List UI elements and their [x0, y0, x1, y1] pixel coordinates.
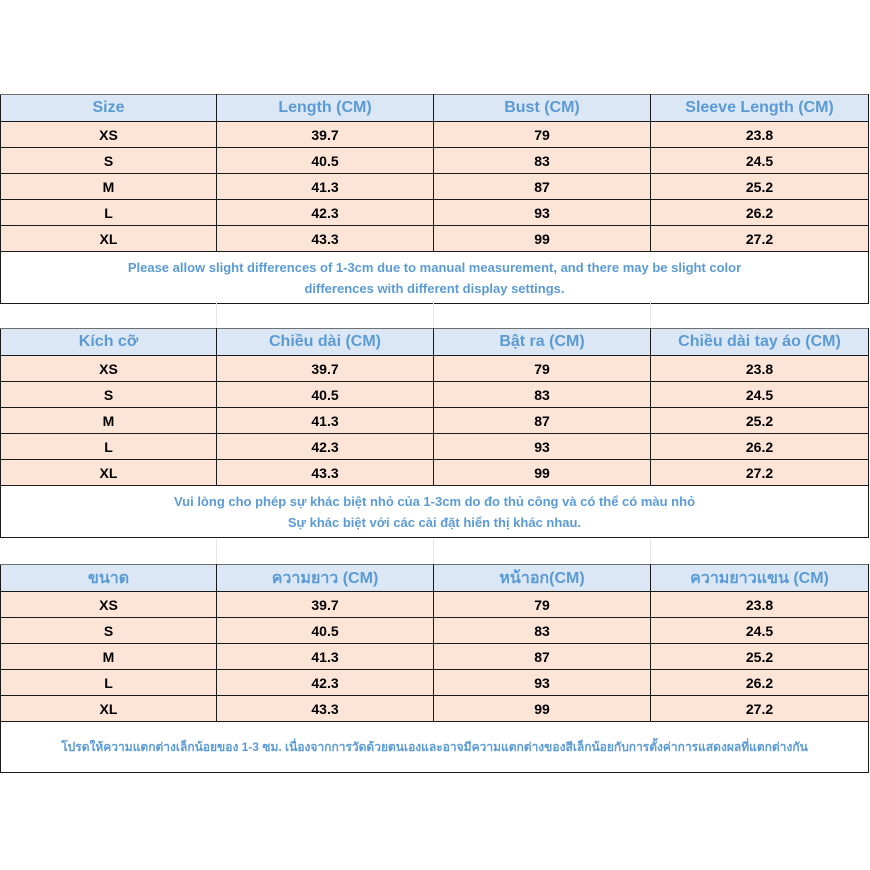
table-row	[1, 356, 869, 382]
cell-sleeve: 27.2	[651, 226, 869, 252]
cell-bust: 93	[434, 670, 651, 696]
cell-bust: 93	[434, 434, 651, 460]
cell-length: 42.3	[217, 434, 434, 460]
cell-size: M	[1, 408, 217, 434]
cell-bust: 87	[434, 408, 651, 434]
header-size: Size	[1, 95, 217, 122]
header-row	[1, 565, 869, 592]
cell-length: 39.7	[217, 122, 434, 148]
cell-size: XL	[1, 696, 217, 722]
cell-sleeve: 24.5	[651, 382, 869, 408]
note-line: Please allow slight differences of 1-3cm due to manual measurement, and there may be slight color	[127, 259, 742, 275]
cell-size: XS	[1, 356, 217, 382]
table-row	[1, 174, 869, 200]
cell-bust: 87	[434, 174, 651, 200]
table-row	[1, 148, 869, 174]
size-chart-vietnamese	[0, 328, 869, 538]
cell-size: XS	[1, 592, 217, 618]
cell-length: 43.3	[217, 696, 434, 722]
cell-size: L	[1, 200, 217, 226]
cell-length: 42.3	[217, 670, 434, 696]
cell-bust: 93	[434, 200, 651, 226]
cell-sleeve: 25.2	[651, 174, 869, 200]
header-length: Length (CM)	[217, 95, 434, 122]
table-row	[1, 460, 869, 486]
table-row	[1, 670, 869, 696]
cell-bust: 79	[434, 592, 651, 618]
cell-bust: 83	[434, 382, 651, 408]
cell-bust: 79	[434, 122, 651, 148]
header-row	[1, 95, 869, 122]
cell-sleeve: 24.5	[651, 618, 869, 644]
cell-size: XS	[1, 122, 217, 148]
cell-length: 39.7	[217, 592, 434, 618]
cell-bust: 79	[434, 356, 651, 382]
cell-sleeve: 26.2	[651, 670, 869, 696]
cell-size: L	[1, 670, 217, 696]
header-size: ขนาด	[1, 565, 217, 592]
cell-sleeve: 27.2	[651, 460, 869, 486]
note-line: differences with different display settings.	[304, 280, 565, 296]
header-size: Kích cỡ	[1, 329, 217, 356]
cell-length: 41.3	[217, 644, 434, 670]
note-row	[1, 252, 869, 304]
table-row	[1, 382, 869, 408]
spacer-grid	[0, 539, 868, 563]
cell-sleeve: 25.2	[651, 644, 869, 670]
note-row	[1, 486, 869, 538]
cell-length: 40.5	[217, 382, 434, 408]
table-row	[1, 644, 869, 670]
cell-bust: 83	[434, 148, 651, 174]
cell-sleeve: 24.5	[651, 148, 869, 174]
cell-size: XL	[1, 226, 217, 252]
header-bust: Bust (CM)	[434, 95, 651, 122]
note-line: Sự khác biệt với các cài đặt hiển thị khác nhau.	[287, 514, 582, 530]
table-row	[1, 618, 869, 644]
cell-sleeve: 23.8	[651, 356, 869, 382]
cell-sleeve: 23.8	[651, 122, 869, 148]
cell-bust: 99	[434, 696, 651, 722]
cell-size: S	[1, 618, 217, 644]
cell-size: S	[1, 148, 217, 174]
size-chart-thai	[0, 564, 869, 773]
cell-bust: 99	[434, 226, 651, 252]
header-sleeve-length: Chiều dài tay áo (CM)	[651, 329, 869, 356]
cell-sleeve: 23.8	[651, 592, 869, 618]
header-bust: Bật ra (CM)	[434, 329, 651, 356]
cell-size: L	[1, 434, 217, 460]
cell-sleeve: 26.2	[651, 200, 869, 226]
table-row	[1, 226, 869, 252]
note-line: Vui lòng cho phép sự khác biệt nhỏ của 1-3cm do đo thủ công và có thể có màu nhỏ	[173, 493, 696, 509]
header-length: ความยาว (CM)	[217, 565, 434, 592]
size-chart-english	[0, 94, 869, 304]
table-row	[1, 122, 869, 148]
measurement-note	[1, 252, 869, 304]
cell-length: 41.3	[217, 408, 434, 434]
cell-bust: 87	[434, 644, 651, 670]
measurement-note	[1, 722, 869, 773]
note-line: โปรดให้ความแตกต่างเล็กน้อยของ 1-3 ซม. เนื่องจากการวัดด้วยตนเองและอาจมีความแตกต่างของสีเล็กน้อยกับการตั้งค่าการแสดงผลที่แตกต่างกัน	[61, 739, 808, 754]
cell-sleeve: 27.2	[651, 696, 869, 722]
cell-size: S	[1, 382, 217, 408]
cell-length: 40.5	[217, 148, 434, 174]
note-row	[1, 722, 869, 773]
table-row	[1, 200, 869, 226]
cell-length: 43.3	[217, 460, 434, 486]
table-row	[1, 434, 869, 460]
cell-length: 43.3	[217, 226, 434, 252]
header-bust: หน้าอก(CM)	[434, 565, 651, 592]
cell-sleeve: 25.2	[651, 408, 869, 434]
cell-size: M	[1, 174, 217, 200]
cell-length: 39.7	[217, 356, 434, 382]
table-row	[1, 592, 869, 618]
cell-length: 42.3	[217, 200, 434, 226]
cell-size: M	[1, 644, 217, 670]
cell-length: 40.5	[217, 618, 434, 644]
header-length: Chiều dài (CM)	[217, 329, 434, 356]
measurement-note	[1, 486, 869, 538]
spacer-grid	[0, 303, 868, 327]
table-row	[1, 696, 869, 722]
header-sleeve-length: Sleeve Length (CM)	[651, 95, 869, 122]
table-row	[1, 408, 869, 434]
cell-bust: 83	[434, 618, 651, 644]
header-sleeve-length: ความยาวแขน (CM)	[651, 565, 869, 592]
cell-size: XL	[1, 460, 217, 486]
cell-sleeve: 26.2	[651, 434, 869, 460]
cell-length: 41.3	[217, 174, 434, 200]
cell-bust: 99	[434, 460, 651, 486]
header-row	[1, 329, 869, 356]
